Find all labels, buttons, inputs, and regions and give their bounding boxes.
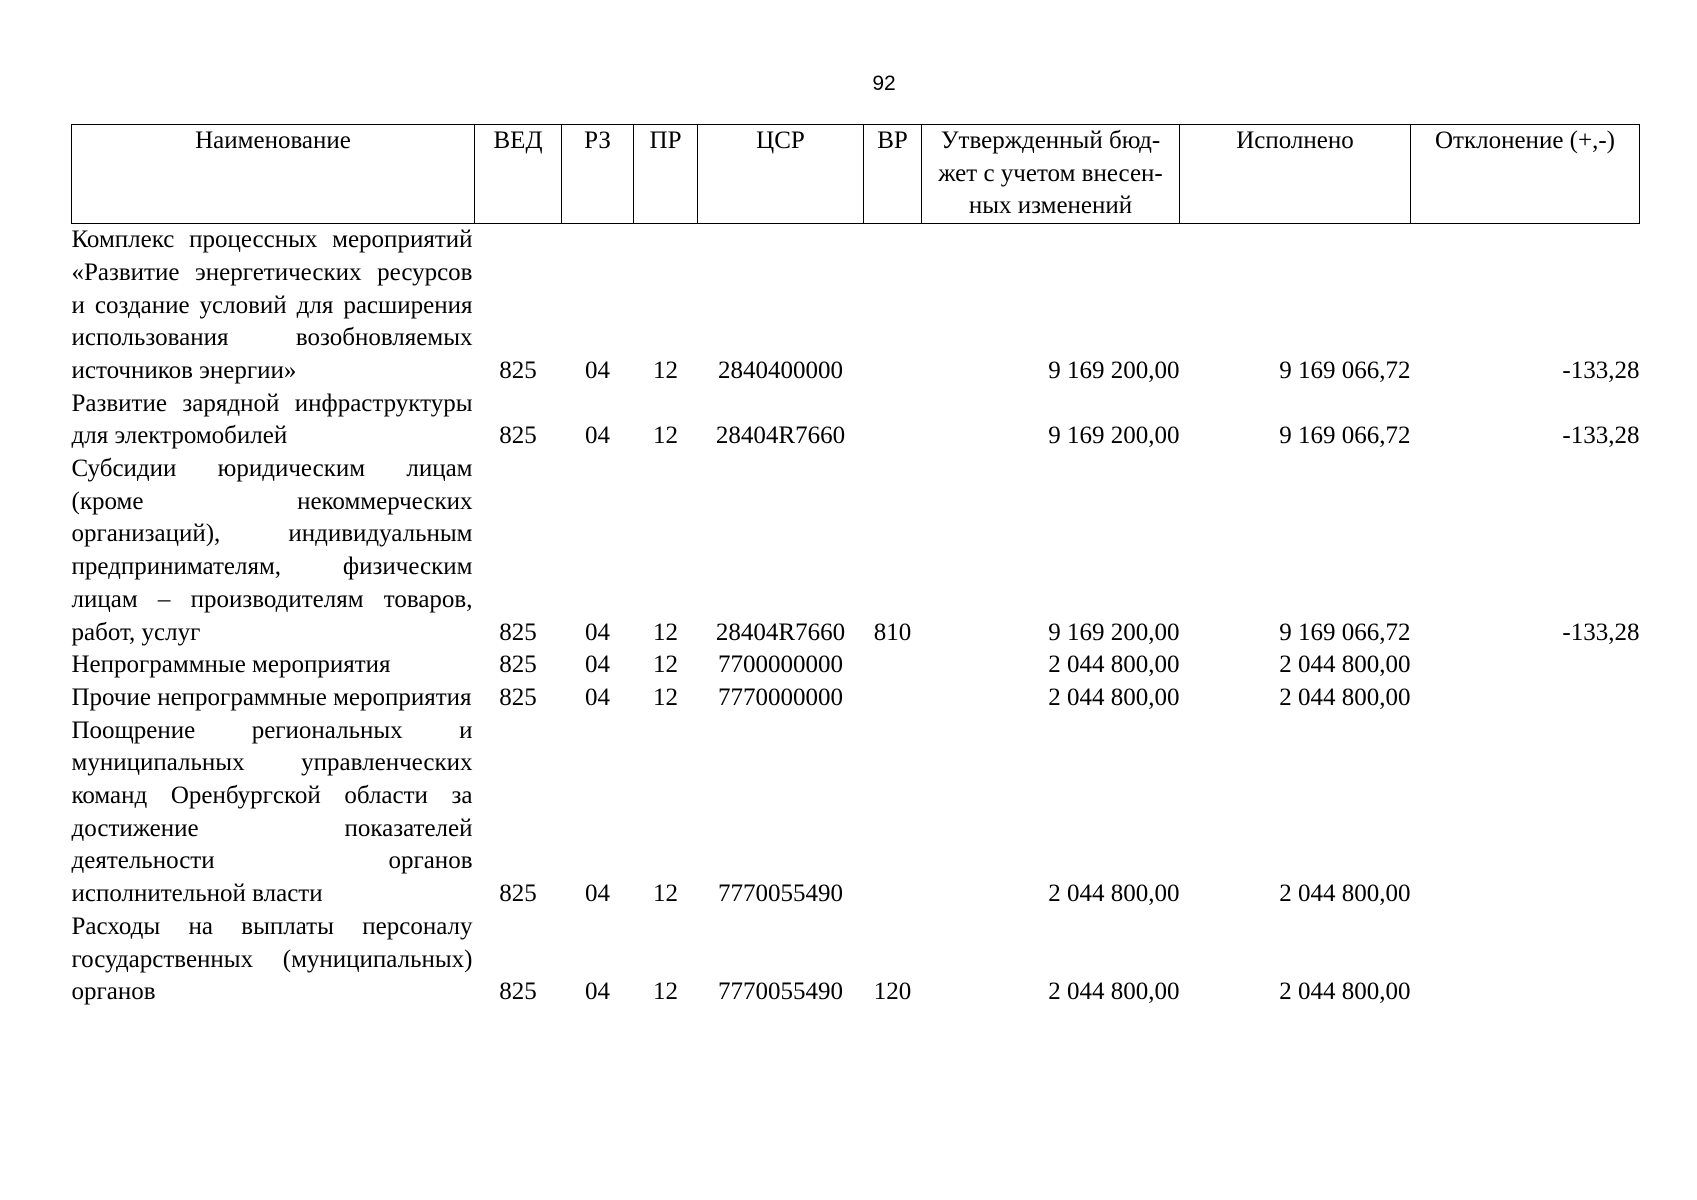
table-row (72, 715, 1640, 911)
row-name: Субсидии юридическим лицам (кроме некоммерческих организаций), индивидуальным предпринимателям, физическим лицам – производителям товаров, работ, услуг (71, 455, 473, 646)
row-csr: 2840400000 (718, 356, 843, 384)
row-deviation: -133,28 (1562, 356, 1640, 384)
row-rz: 04 (585, 651, 610, 679)
row-deviation: -133,28 (1562, 422, 1640, 450)
row-pr: 12 (653, 422, 678, 450)
row-rz: 04 (585, 880, 610, 908)
row-csr: 7770000000 (718, 683, 843, 711)
row-vr (864, 715, 922, 911)
row-executed: 2 044 800,00 (1279, 978, 1411, 1006)
row-csr: 28404R7660 (715, 618, 846, 646)
row-approved: 2 044 800,00 (1048, 683, 1180, 711)
budget-execution-table (71, 124, 1640, 1009)
header-ved: ВЕД (475, 125, 562, 224)
row-vr (864, 682, 922, 715)
row-deviation (1411, 682, 1640, 715)
header-pr: ПР (634, 125, 698, 224)
row-pr: 12 (653, 683, 678, 711)
row-csr: 7770055490 (718, 978, 843, 1006)
row-approved: 2 044 800,00 (1048, 880, 1180, 908)
row-vr: 810 (873, 618, 912, 646)
row-vr (864, 224, 922, 388)
row-approved: 9 169 200,00 (1048, 618, 1180, 646)
header-rz: РЗ (562, 125, 634, 224)
row-ved: 825 (499, 978, 537, 1006)
row-pr: 12 (653, 618, 678, 646)
row-ved: 825 (499, 880, 537, 908)
row-name: Прочие непрограммные мероприятия (71, 683, 472, 711)
row-csr: 7770055490 (718, 880, 843, 908)
row-name: Развитие зарядной инфраструктуры для электромобилей (71, 389, 473, 450)
row-vr: 120 (873, 978, 912, 1006)
row-rz: 04 (585, 356, 610, 384)
header-executed: Исполнено (1180, 125, 1411, 224)
row-vr (864, 649, 922, 682)
row-deviation: -133,28 (1562, 618, 1640, 646)
header-vr: ВР (864, 125, 922, 224)
row-ved: 825 (499, 651, 537, 679)
table-body (72, 224, 1640, 1009)
row-executed: 2 044 800,00 (1279, 651, 1411, 679)
row-deviation (1411, 649, 1640, 682)
row-deviation (1411, 715, 1640, 911)
table-row (72, 388, 1640, 453)
header-row (72, 125, 1640, 224)
row-vr (864, 388, 922, 453)
table-row (72, 453, 1640, 649)
row-approved: 2 044 800,00 (1048, 978, 1180, 1006)
header-name: Наименование (72, 125, 475, 224)
row-approved: 9 169 200,00 (1048, 422, 1180, 450)
row-approved: 2 044 800,00 (1048, 651, 1180, 679)
header-approved: Утвержденный бюд-жет с учетом внесен-ных изменений (922, 125, 1180, 224)
row-name: Комплекс процессных мероприятий «Развитие энергетических ресурсов и создание условий для расширения использования возобновляемых источников энергии» (71, 226, 473, 384)
row-ved: 825 (499, 422, 537, 450)
row-ved: 825 (499, 683, 537, 711)
table-row (72, 224, 1640, 388)
row-csr: 7700000000 (718, 651, 843, 679)
row-executed: 2 044 800,00 (1279, 683, 1411, 711)
row-name: Непрограммные мероприятия (71, 651, 391, 679)
header-deviation: Отклонение (+,-) (1411, 125, 1640, 224)
row-rz: 04 (585, 978, 610, 1006)
row-pr: 12 (653, 356, 678, 384)
row-name: Расходы на выплаты персоналу государственных (муниципальных) органов (71, 912, 473, 1006)
row-executed: 2 044 800,00 (1279, 880, 1411, 908)
row-csr: 28404R7660 (715, 422, 846, 450)
row-ved: 825 (499, 356, 537, 384)
header-csr: ЦСР (698, 125, 864, 224)
row-deviation (1411, 911, 1640, 1009)
row-rz: 04 (585, 422, 610, 450)
row-pr: 12 (653, 978, 678, 1006)
row-approved: 9 169 200,00 (1048, 356, 1180, 384)
page-number: 92 (872, 72, 896, 95)
row-rz: 04 (585, 683, 610, 711)
row-executed: 9 169 066,72 (1279, 618, 1411, 646)
row-rz: 04 (585, 618, 610, 646)
row-executed: 9 169 066,72 (1279, 356, 1411, 384)
table-row (72, 682, 1640, 715)
row-pr: 12 (653, 880, 678, 908)
row-ved: 825 (499, 618, 537, 646)
row-executed: 9 169 066,72 (1279, 422, 1411, 450)
table-row (72, 649, 1640, 682)
row-pr: 12 (653, 651, 678, 679)
table-header (72, 125, 1640, 224)
table-row (72, 911, 1640, 1009)
row-name: Поощрение региональных и муниципальных управленческих команд Оренбургской области за достижение показателей деятельности органов исполнительной власти (71, 716, 473, 908)
